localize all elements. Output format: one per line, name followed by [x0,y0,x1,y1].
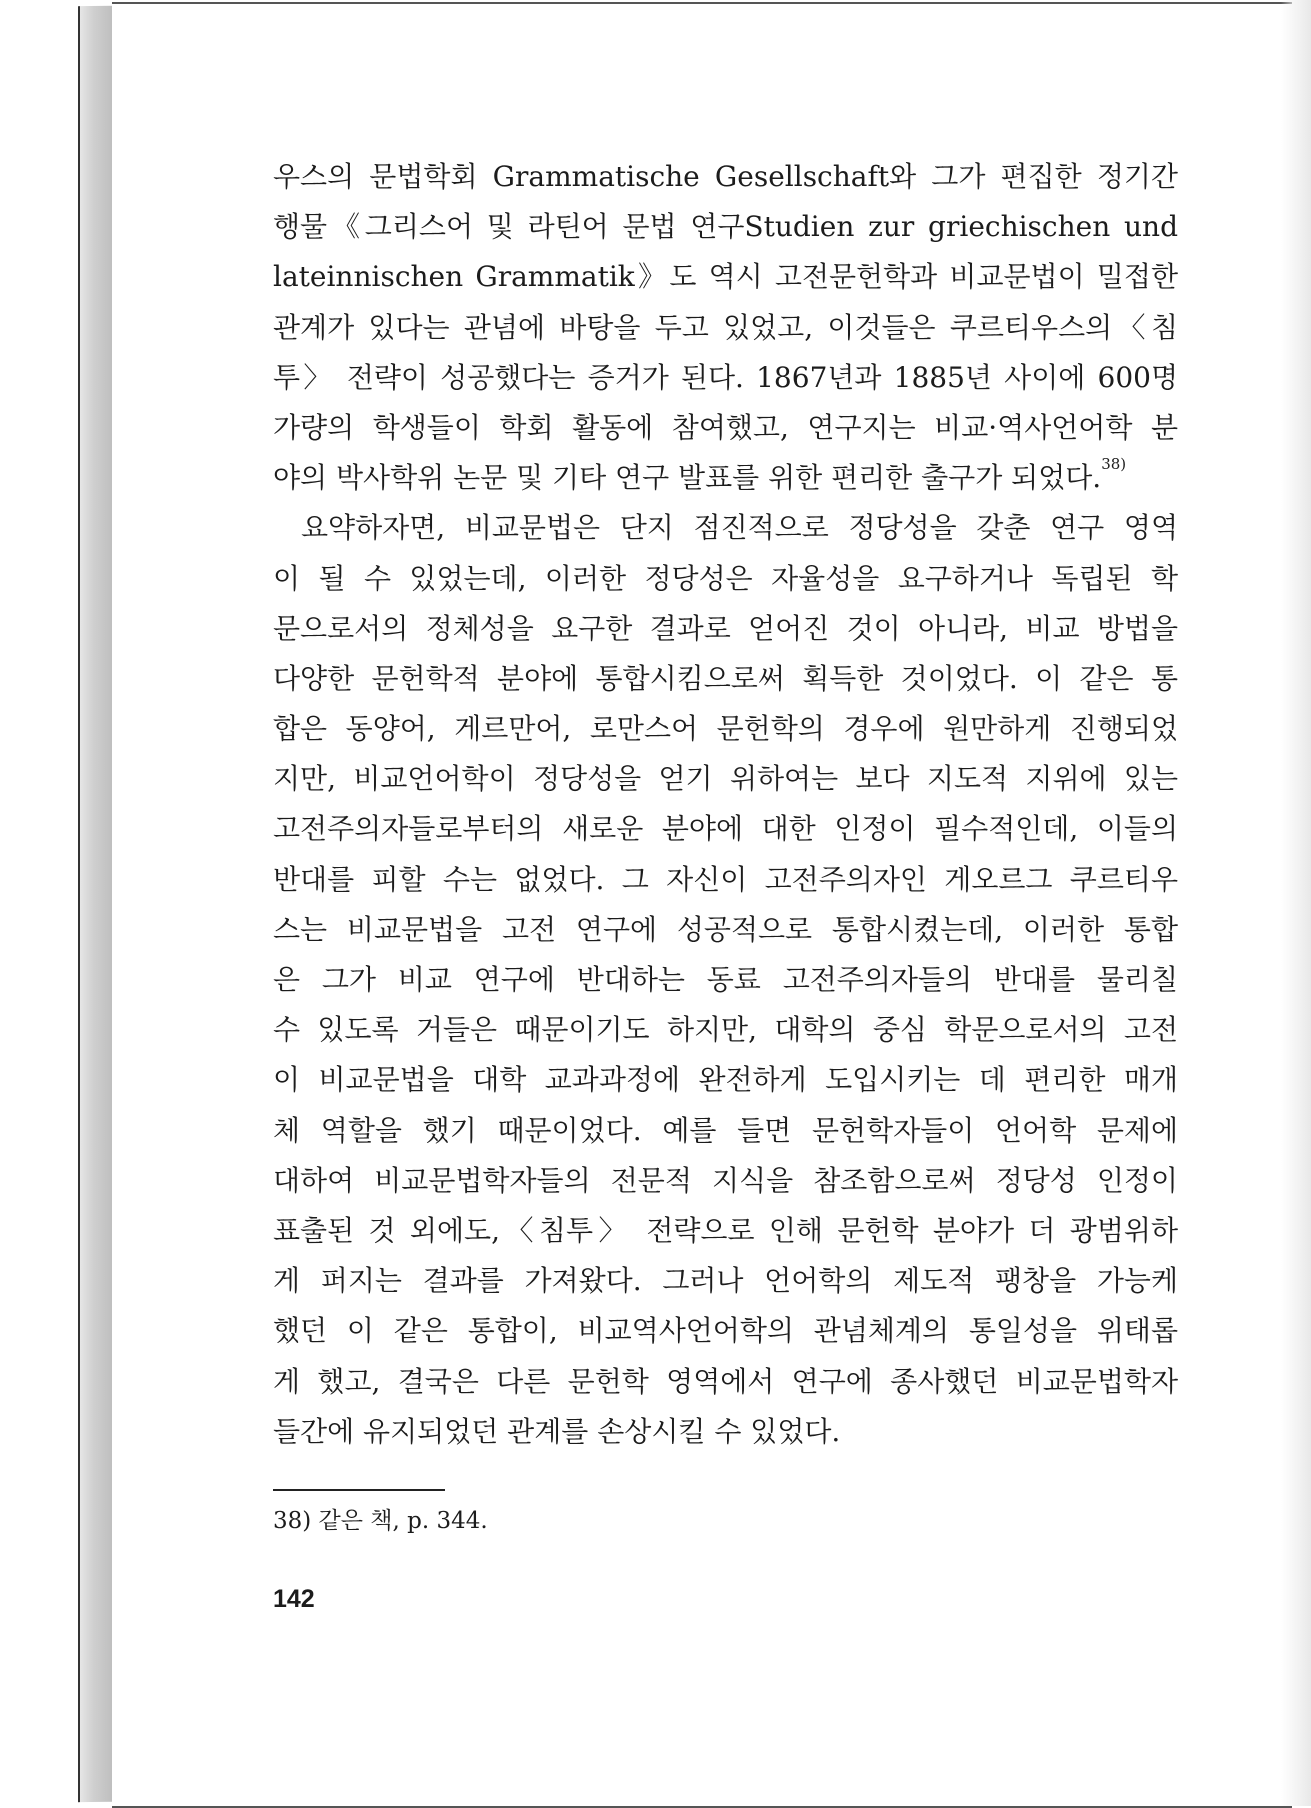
text-line: 대하여 비교문법학자들의 전문적 지식을 참조함으로써 정당성 인정이 [273,1163,1178,1197]
text-line [273,453,1178,503]
text-line: 표출된 것 외에도,〈침투〉 전략으로 인해 문헌학 분야가 더 광범위하 [273,1213,1178,1247]
text-line: 문으로서의 정체성을 요구한 결과로 얻어진 것이 아니라, 비교 방법을 [273,611,1178,645]
text-line: 은 그가 비교 연구에 반대하는 동료 고전주의자들의 반대를 물리칠 [273,963,1178,996]
text-line: 관계가 있다는 관념에 바탕을 두고 있었고, 이것들은 쿠르티우스의〈침 [273,310,1178,344]
footnote: 38) 같은 책, p. 344. [273,1508,488,1534]
text-line: 요약하자면, 비교문법은 단지 점진적으로 정당성을 갖춘 연구 영역 [301,511,1178,545]
text-line: 게 퍼지는 결과를 가져왔다. 그러나 언어학의 제도적 팽창을 가능케 [273,1264,1178,1298]
text-line: 이 비교문법을 대학 교과과정에 완전하게 도입시키는 데 편리한 매개 [273,1063,1178,1097]
paragraph-2 [273,503,1178,1457]
body-text [273,152,1178,1457]
text-line: 합은 동양어, 게르만어, 로만스어 문헌학의 경우에 원만하게 진행되었 [273,712,1178,746]
text-line: 스는 비교문법을 고전 연구에 성공적으로 통합시켰는데, 이러한 통합 [273,912,1178,946]
page-edge-shadow [1281,0,1311,1806]
text-line: 수 있도록 거들은 때문이기도 하지만, 대학의 중심 학문으로서의 고전 [273,1013,1178,1047]
text-line: 행물《그리스어 및 라틴어 문법 연구Studien zur griechischen und [273,210,1178,244]
text-line: 반대를 피할 수는 없었다. 그 자신이 고전주의자인 게오르그 쿠르티우 [273,862,1178,896]
book-spine [78,6,114,1802]
footnote-reference[interactable]: 38) [1101,455,1127,474]
text-line: 게 했고, 결국은 다른 문헌학 영역에서 연구에 종사했던 비교문법학자 [273,1364,1178,1398]
page-number: 142 [273,1585,315,1613]
text-line: 했던 이 같은 통합이, 비교역사언어학의 관념체계의 통일성을 위태롭 [273,1314,1178,1348]
text-line-content: 야의 박사학위 논문 및 기타 연구 발표를 위한 편리한 출구가 되었다. [273,461,1102,495]
text-line: lateinnischen Grammatik》도 역시 고전문헌학과 비교문법이 밀접한 [273,260,1178,294]
text-line: 투〉 전략이 성공했다는 증거가 된다. 1867년과 1885년 사이에 600명 [273,360,1178,394]
footnote-divider [273,1489,445,1491]
text-line: 이 될 수 있었는데, 이러한 정당성은 자율성을 요구하거나 독립된 학 [273,561,1178,595]
text-line: 고전주의자들로부터의 새로운 분야에 대한 인정이 필수적인데, 이들의 [273,812,1178,846]
paragraph-1 [273,152,1178,503]
text-line: 우스의 문법학회 Grammatische Gesellschaft와 그가 편집한 정기간 [273,160,1178,193]
text-line: 지만, 비교언어학이 정당성을 얻기 위하여는 보다 지도적 지위에 있는 [273,762,1178,796]
text-line: 들간에 유지되었던 관계를 손상시킬 수 있었다. [273,1414,841,1448]
text-line: 다양한 문헌학적 분야에 통합시킴으로써 획득한 것이었다. 이 같은 통 [273,661,1178,695]
text-line: 가량의 학생들이 학회 활동에 참여했고, 연구지는 비교·역사언어학 분 [273,410,1178,444]
text-line: 체 역할을 했기 때문이었다. 예를 들면 문헌학자들이 언어학 문제에 [273,1113,1178,1147]
